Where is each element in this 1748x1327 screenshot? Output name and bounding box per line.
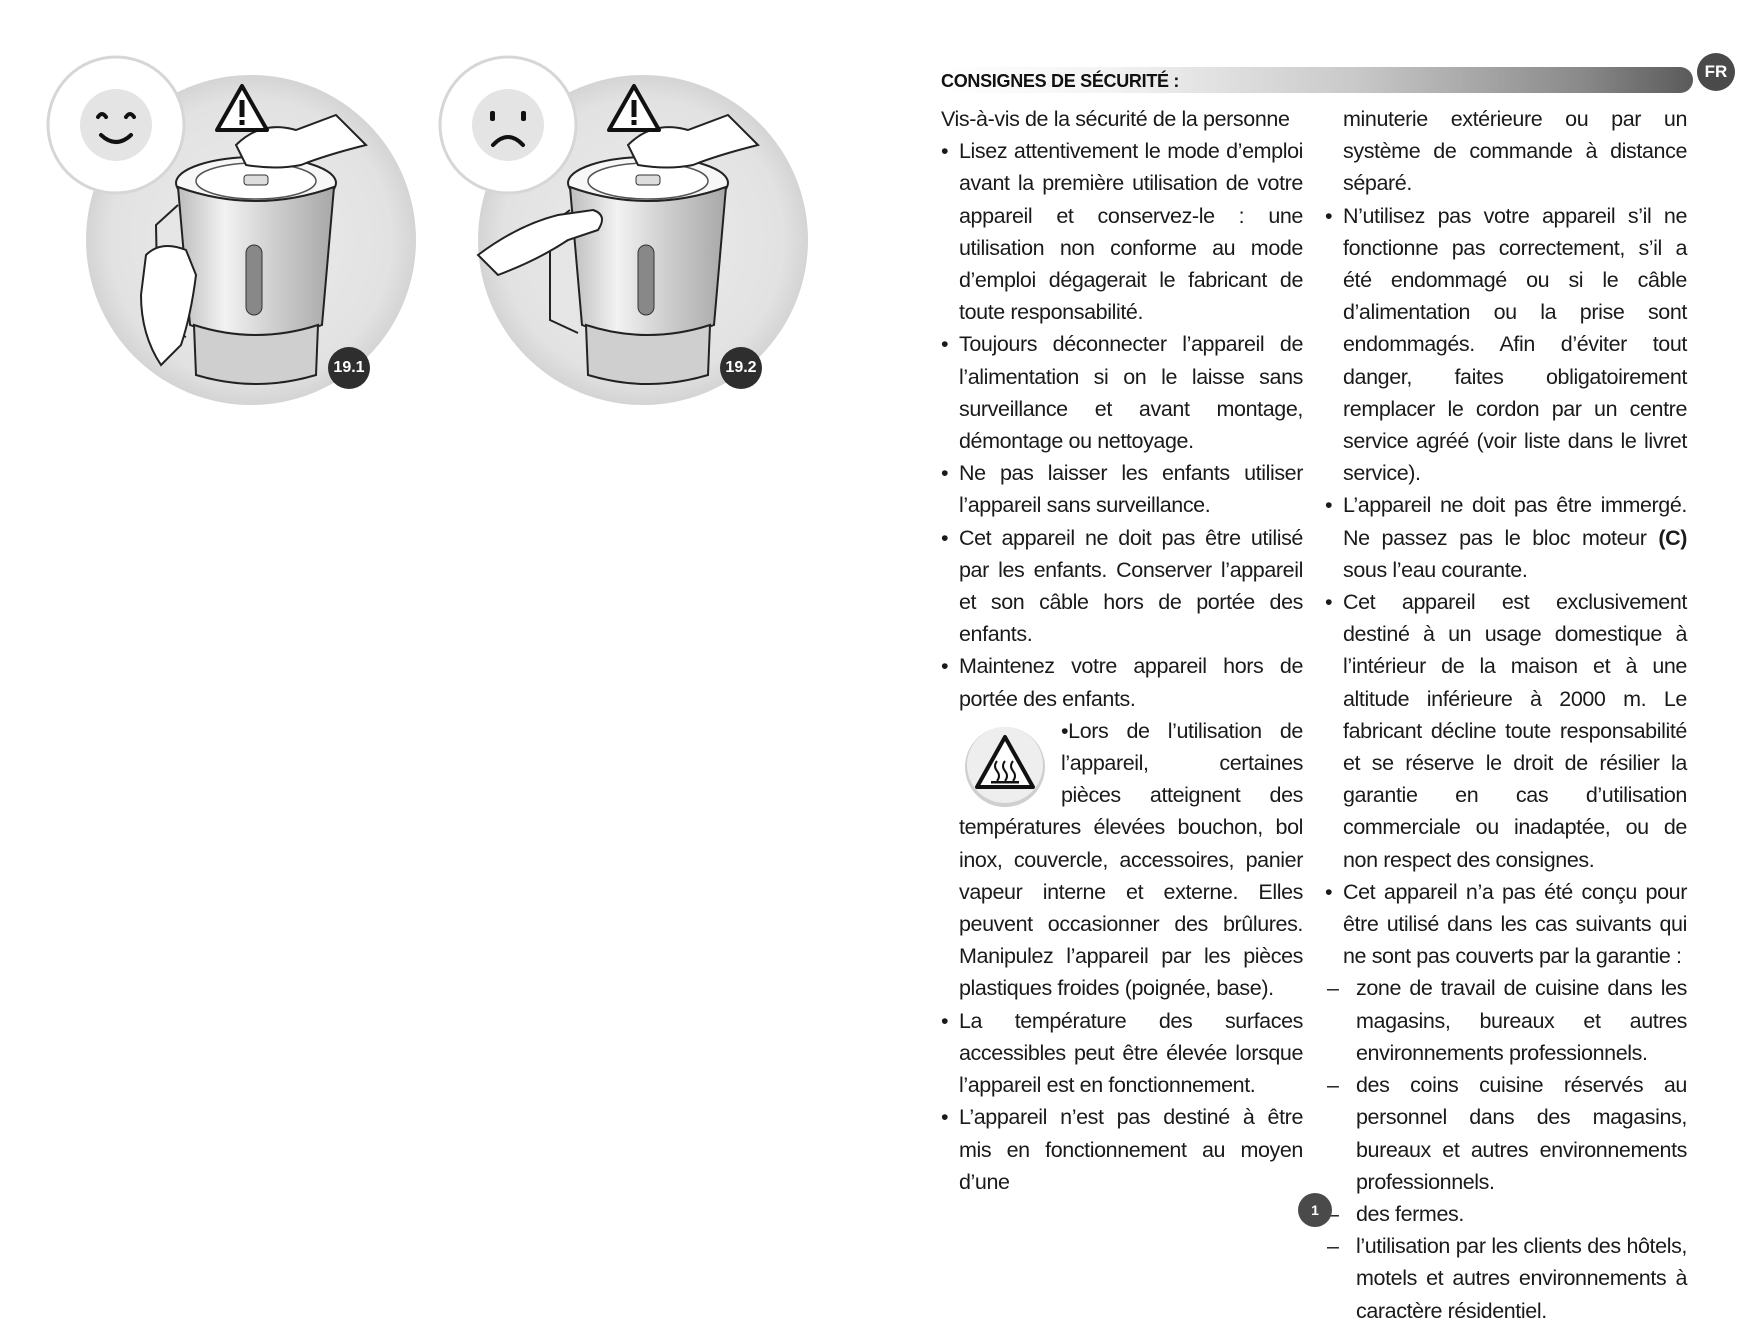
language-badge: FR bbox=[1697, 53, 1735, 91]
figure-label-badge: 19.1 bbox=[328, 347, 370, 389]
sub-list-item: – zone de travail de cuisine dans les magasins, bureaux et autres environnements professionnels. bbox=[1325, 972, 1687, 1069]
list-item: • L’appareil n’est pas destiné à être mis en fonctionnement au moyen d’une bbox=[941, 1101, 1303, 1198]
page-number: 1 bbox=[1298, 1193, 1332, 1227]
list-item: • Cet appareil n’a pas été conçu pour être utilisé dans les cas suivants qui ne sont pas couverts par la garantie : bbox=[1325, 876, 1687, 973]
figure-label-badge: 19.2 bbox=[720, 347, 762, 389]
continuation-text: minuterie extérieure ou par un système de commande à distance séparé. bbox=[1343, 107, 1687, 196]
list-item: • Cet appareil ne doit pas être utilisé par les enfants. Conserver l’appareil et son câble hors de portée des enfants. bbox=[941, 522, 1303, 651]
warning-triangle-icon bbox=[606, 83, 662, 133]
list-item: • La température des surfaces accessibles peut être élevée lorsque l’appareil est en fonctionnement. bbox=[941, 1005, 1303, 1102]
list-item: • Ne pas laisser les enfants utiliser l’appareil sans surveillance. bbox=[941, 457, 1303, 521]
safety-column-2 bbox=[1325, 103, 1687, 1327]
list-item: • Maintenez votre appareil hors de portée des enfants. bbox=[941, 650, 1303, 714]
safety-column-1 bbox=[941, 103, 1303, 1198]
sub-list-item: – des coins cuisine réservés au personnel dans des magasins, bureaux et autres environnements professionnels. bbox=[1325, 1069, 1687, 1198]
motor-block-reference: (C) bbox=[1658, 525, 1687, 550]
list-item: • Toujours déconnecter l’appareil de l’alimentation si on le laisse sans surveillance et avant montage, démontage ou nettoyage. bbox=[941, 328, 1303, 457]
heat-warning-text: • Lors de l’utilisation de l’appareil, certaines pièces atteignent des températures élevées bouchon, bol inox, couvercle, accessoires, panier vapeur interne et externe. Elles peuvent occasionner des brûlures. Manipulez l’appareil par les pièces plastiques froides (poignée, base). bbox=[959, 719, 1303, 1001]
smiley-face-icon bbox=[46, 55, 186, 195]
list-item: • Cet appareil est exclusivement destiné à un usage domestique à l’intérieur de la maison et à une altitude inférieure à 2000 m. Le fabricant décline toute responsabilité et se réserve le droit de résilier la garantie en cas d’utilisation commerciale ou inadaptée, ou de non respect des consignes. bbox=[1325, 586, 1687, 876]
section-header bbox=[941, 67, 1693, 93]
list-item: • N’utilisez pas votre appareil s’il ne fonctionne pas correctement, s’il a été endommagé ou si le câble d’alimentation ou la prise sont endommagés. Afin d’éviter tout danger, faites obligatoirement remplacer le cordon par un centre service agréé (voir liste dans le livret service). bbox=[1325, 200, 1687, 490]
heat-warning-item bbox=[941, 715, 1303, 1005]
hot-surface-warning-icon bbox=[963, 723, 1047, 807]
sub-list-item: – l’utilisation par les clients des hôtels, motels et autres environnements à caractère résidentiel. bbox=[1325, 1230, 1687, 1327]
list-item: • Lisez attentivement le mode d’emploi avant la première utilisation de votre appareil et conservez-le : une utilisation non conforme au mode d’emploi dégagerait le fabricant de toute responsabilité. bbox=[941, 135, 1303, 328]
sub-list-item: – des fermes. bbox=[1325, 1198, 1687, 1230]
list-item: • L’appareil ne doit pas être immergé. Ne passez pas le bloc moteur (C) sous l’eau courante. bbox=[1325, 489, 1687, 586]
figure-19-2 bbox=[478, 75, 808, 405]
sad-face-icon bbox=[438, 55, 578, 195]
section-title: CONSIGNES DE SÉCURITÉ : bbox=[941, 71, 1180, 91]
intro-text: Vis-à-vis de la sécurité de la personne bbox=[941, 107, 1290, 131]
warning-triangle-icon bbox=[214, 83, 270, 133]
figure-19-1 bbox=[86, 75, 416, 405]
